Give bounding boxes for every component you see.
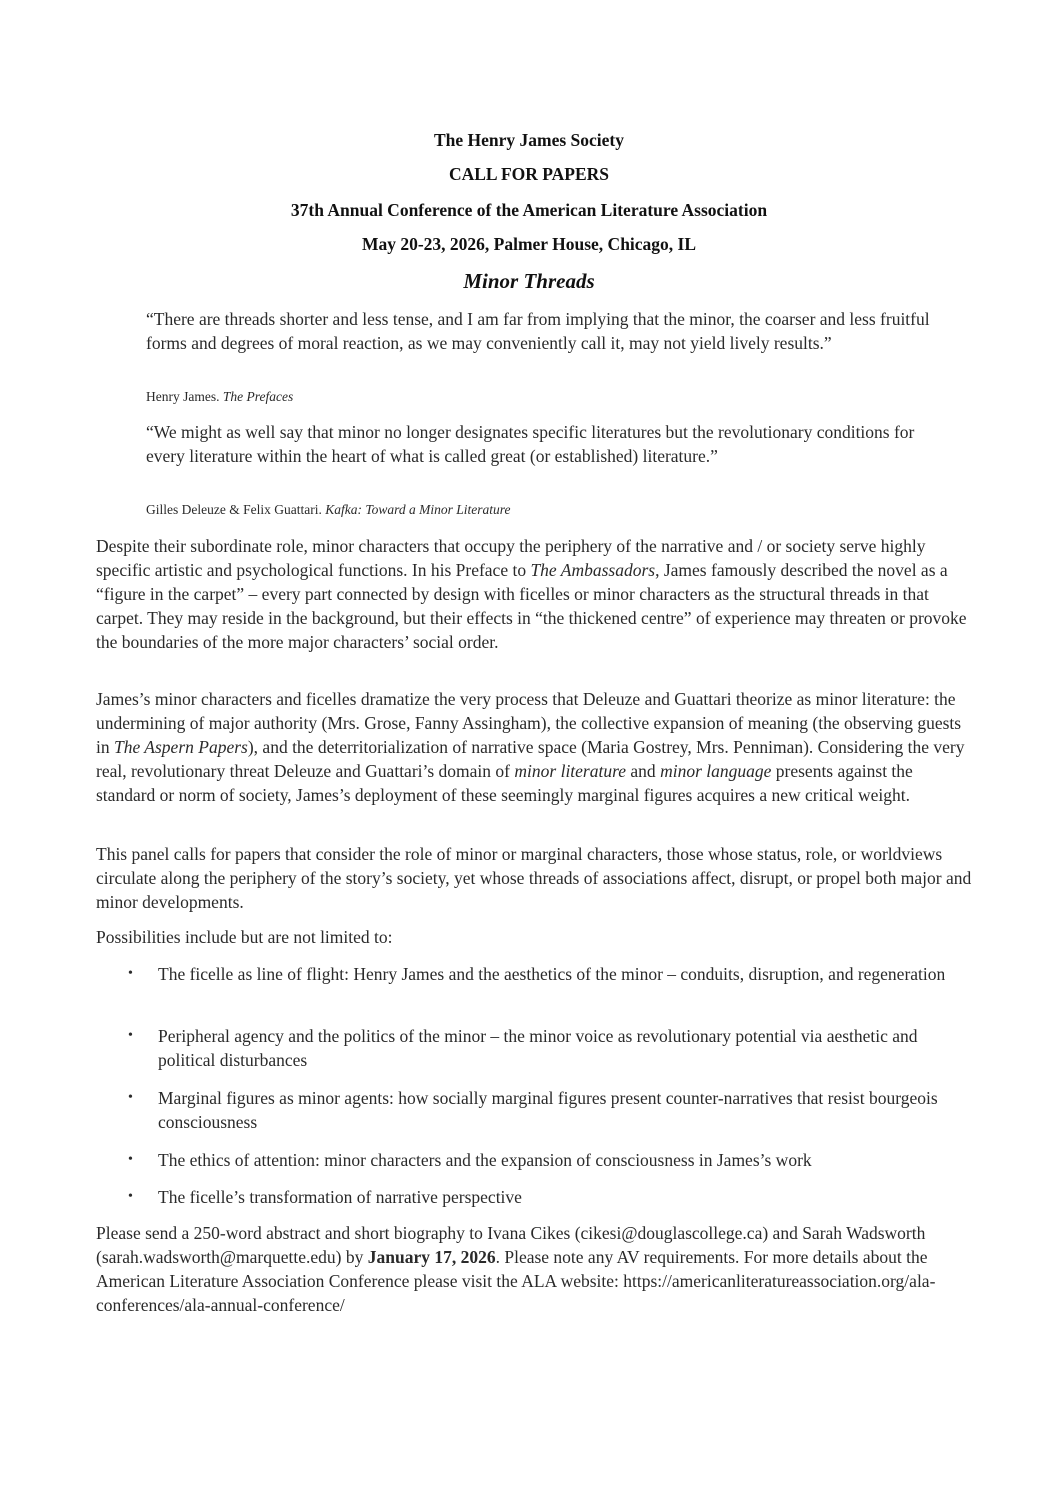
paragraph-4: Possibilities include but are not limited to: xyxy=(96,927,393,947)
list-item xyxy=(128,1086,958,1134)
text-run: Despite their subordinate role, minor characters that occupy the periphery of the narrative and / or society serve highly specific artistic and psychological functions. In his Preface to xyxy=(96,536,926,580)
text-run: . Please note any AV requirements. For more details about the American Literature Association Conference please visit the ALA website: xyxy=(96,1247,928,1291)
text-run: , James famously described the novel as a “figure in the carpet” – every part connected by design with ficelles or minor characters as the structural threads in that carpet. They may reside in the background, but their effects in “the thickened centre” of experience may threaten or provoke the boundaries of the more major characters’ social order. xyxy=(96,560,967,652)
attribution-work: The Prefaces xyxy=(222,389,294,404)
text-run: presents against the standard or norm of society, James’s deployment of these seemingly marginal figures acquires a new critical weight. xyxy=(96,761,913,805)
epigraph-attribution-1 xyxy=(146,389,293,405)
term-italic: minor literature xyxy=(514,761,627,781)
epigraph-attribution-2 xyxy=(146,502,510,518)
conference-name: 37th Annual Conference of the American Literature Association xyxy=(290,200,768,220)
text-run: James’s minor characters and ficelles dramatize the very process that Deleuze and Guattari theorize as minor literature: the undermining of major authority (Mrs. Grose, Fanny Assingham), the collective expansion of meaning (the observing guests in xyxy=(96,689,962,757)
paragraph-2 xyxy=(96,687,976,807)
panel-title: Minor Threads xyxy=(463,269,595,293)
list-item-text: Marginal figures as minor agents: how socially marginal figures present counter-narratives that resist bourgeois consciousness xyxy=(158,1088,938,1132)
epigraph-quote-2: “We might as well say that minor no longer designates specific literatures but the revolutionary conditions for every literature within the heart of what is called great (or established) literature.” xyxy=(146,422,915,466)
list-item xyxy=(128,1148,958,1172)
deadline-date: January 17, 2026 xyxy=(367,1247,496,1267)
bullet-icon: • xyxy=(128,1090,133,1105)
title-italic: The Ambassadors xyxy=(530,560,656,580)
attribution-author: Henry James. xyxy=(146,389,223,404)
list-item-text: The ethics of attention: minor characters and the expansion of consciousness in James’s work xyxy=(158,1150,812,1170)
list-item xyxy=(128,1185,958,1209)
title-italic: The Aspern Papers xyxy=(114,737,248,757)
text-run: ) by xyxy=(335,1247,368,1267)
closing-paragraph xyxy=(96,1221,976,1317)
paragraph-1 xyxy=(96,534,976,654)
list-item xyxy=(128,1024,958,1072)
list-item-text: Peripheral agency and the politics of the minor – the minor voice as revolutionary potential via aesthetic and political disturbances xyxy=(158,1026,918,1070)
text-run: and xyxy=(626,761,661,781)
bullet-icon: • xyxy=(128,1152,133,1167)
attribution-work: Kafka: Toward a Minor Literature xyxy=(325,502,511,517)
date-and-venue: May 20-23, 2026, Palmer House, Chicago, IL xyxy=(361,234,697,254)
text-run: ), and the deterritorialization of narrative space (Maria Gostrey, Mrs. Penniman). Considering the very real, revolutionary threat Deleuze and Guattari’s domain of xyxy=(96,737,965,781)
email-link-cikes[interactable]: cikesi@douglascollege.ca xyxy=(580,1223,763,1243)
term-italic: minor language xyxy=(660,761,772,781)
text-run: Please send a 250-word abstract and short biography to Ivana Cikes ( xyxy=(96,1223,581,1243)
attribution-author: Gilles Deleuze & Felix Guattari. xyxy=(146,502,326,517)
list-item-text: The ficelle as line of flight: Henry James and the aesthetics of the minor – conduits, disruption, and regeneration xyxy=(158,964,946,984)
list-item-text: The ficelle’s transformation of narrative perspective xyxy=(158,1187,522,1207)
society-name: The Henry James Society xyxy=(433,130,625,150)
bullet-icon: • xyxy=(128,1028,133,1043)
ala-website-link[interactable]: https://americanliteratureassociation.org/ala-conferences/ala-annual-conference/ xyxy=(96,1271,936,1315)
list-item xyxy=(128,962,958,986)
bullet-icon: • xyxy=(128,966,133,981)
paragraph-3: This panel calls for papers that consider the role of minor or marginal characters, those whose status, role, or worldviews circulate along the periphery of the story’s society, yet whose threads of associations affect, disrupt, or propel both major and minor developments. xyxy=(96,844,972,912)
email-link-wadsworth[interactable]: sarah.wadsworth@marquette.edu xyxy=(101,1247,336,1267)
bullet-icon: • xyxy=(128,1189,133,1204)
epigraph-quote-1: “There are threads shorter and less tense, and I am far from implying that the minor, the coarser and less fruitful forms and degrees of moral reaction, as we may conveniently call it, may not yield lively results.” xyxy=(146,309,930,353)
text-run: ) and Sarah Wadsworth ( xyxy=(96,1223,926,1267)
call-for-papers-heading: CALL FOR PAPERS xyxy=(448,164,610,184)
